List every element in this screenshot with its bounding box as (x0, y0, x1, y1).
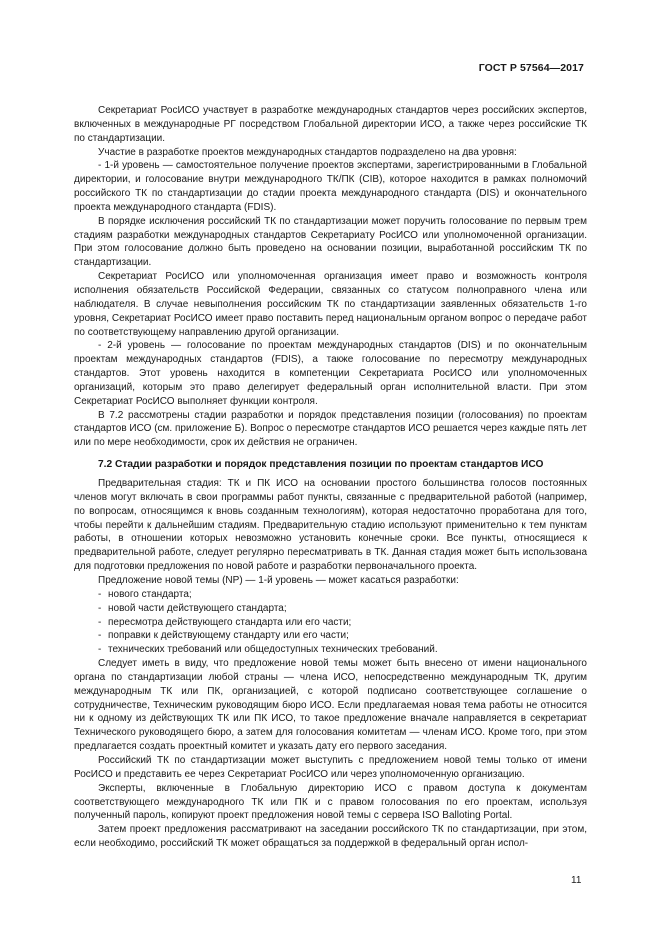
paragraph: Участие в разработке проектов международных стандартов подразделено на два уровня: (98, 146, 517, 158)
paragraph: Секретариат РосИСО участвует в разработке международных стандартов через российских экспертов, включенных в международные РГ посредством Глобальной директории ИСО, а также через российские ТК по стандартизации. (74, 105, 587, 144)
paragraph: В 7.2 рассмотрены стадии разработки и порядок представления позиции (голосования) по проектам стандартов ИСО (см. приложение Б). Вопрос о пересмотре стандартов ИСО решается через каждые пять лет или по мере необходимости, срок их действия не ограничен. (74, 409, 587, 449)
paragraph: - 1-й уровень — самостоятельное получение проектов экспертами, зарегистрированными в Глобальной директории, и голосование внутри международного ТК/ПК (CIB), которое находится в рамках полномочий российского ТК по стандартизации до стадии проекта международного стандарта (DIS) и окончательного проекта международного стандарта (FDIS). (74, 160, 587, 213)
list-item (98, 588, 587, 602)
paragraph: Российский ТК по стандартизации может выступить с предложением новой темы только от имени РосИСО и представить ее через Секретариат РосИСО или через уполномоченную организацию. (74, 754, 587, 780)
list-item (98, 629, 587, 643)
list-item-text: новой части действующего стандарта; (108, 602, 287, 614)
dash-marker: - (98, 630, 102, 642)
list-item (98, 643, 587, 657)
paragraph: Секретариат РосИСО или уполномоченная организация имеет право и возможность контроля исполнения обязательств Российской Федерации, связанных со статусом полноправного члена или наблюдателя. В случае невыполнения российским ТК по стандартизации заявленных обязательств 1-го уровня, Секретариат РосИСО имеет право поставить перед национальным органом вопрос о передаче работ по соответствующему направлению другой организации. (74, 271, 587, 338)
list-item (98, 602, 587, 616)
list-item-text: технических требований или общедоступных технических требований. (108, 644, 438, 656)
list-item (98, 616, 587, 630)
dash-marker: - (98, 616, 102, 628)
section-heading: 7.2 Стадии разработки и порядок представления позиции по проектам стандартов ИСО (98, 459, 544, 471)
page-number: 11 (571, 875, 582, 886)
dash-marker: - (98, 588, 102, 600)
dash-marker: - (98, 602, 102, 614)
paragraph: Следует иметь в виду, что предложение новой темы может быть внесено от имени национального органа по стандартизации любой страны — члена ИСО, непосредственно международным ТК, другим международным ТК или ПК, организацией, с которой подписано соответствующее соглашение о сотрудничестве, Техническим руководящим бюро ИСО. Если предлагаемая новая тема работы не относится ни к одному из действующих ТК или ПК ИСО, то такое предложение вначале направляется в секретариат Технического руководящего бюро, а затем для голосования комитетам — членам ИСО. Кроме того, при этом предлагается создать проектный комитет и указать дату его первого заседания. (74, 658, 587, 753)
paragraph: В порядке исключения российский ТК по стандартизации может поручить голосование по первым трем стадиям разработки международных стандартов Секретариату РосИСО или уполномоченной организации. При этом голосование должно быть проведено на основании позиции, выработанной российским ТК по стандартизации. (74, 215, 587, 269)
paragraph: Эксперты, включенные в Глобальную директорию ИСО с правом доступа к документам соответствующего международного ТК или ПК и с правом голосования по его проектам, используя полученный пароль, копируют проект предложения новой темы с сервера ISO Balloting Portal. (74, 782, 587, 822)
list-item-text: поправки к действующему стандарту или его части; (108, 630, 349, 642)
dash-marker: - (98, 644, 102, 656)
list-item-text: пересмотра действующего стандарта или его части; (108, 616, 352, 628)
list-item-text: нового стандарта; (108, 588, 192, 600)
paragraph: Затем проект предложения рассматривают на заседании российского ТК по стандартизации, при этом, если необходимо, российский ТК может обращаться за поддержкой в федеральный орган испол- (74, 824, 587, 850)
standard-header: ГОСТ Р 57564—2017 (478, 62, 584, 74)
paragraph: - 2-й уровень — голосование по проектам международных стандартов (DIS) и по окончательным проектам международных стандартов (FDIS), а также голосование по пересмотру международных стандартов. Этот уровень находится в компетенции Секретариата РосИСО или уполномоченных организаций, которым это право делегирует федеральный орган исполнительной власти. При этом Секретариат РосИСО выполняет функции контроля. (74, 340, 587, 407)
document-body (74, 104, 587, 851)
paragraph: Предварительная стадия: ТК и ПК ИСО на основании простого большинства голосов постоянных членов могут включать в свои программы работ пункты, связанные с предварительной работой (например, по вопросам, относящимся к вновь созданным технологиям), которая недостаточно проработана для того, чтобы перейти к дальнейшим стадиям. Предварительную стадию используют применительно к тем пунктам работы, в отношении которых невозможно установить конечные сроки. Все пункты, относящиеся к предварительной работе, следует регулярно пересматривать в ТК. Данная стадия может быть использована для подготовки предложения по новой работе и разработки первоначального проекта. (74, 478, 587, 573)
bullet-list (74, 588, 587, 657)
paragraph: Предложение новой темы (NP) — 1-й уровень — может касаться разработки: (98, 575, 459, 586)
